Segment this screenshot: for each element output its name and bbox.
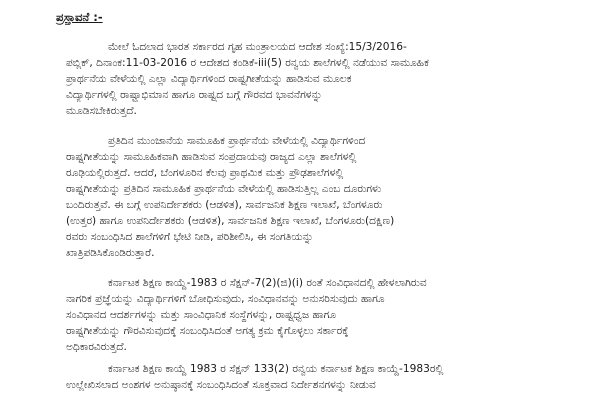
paragraph-3-line-1: ಕರ್ನಾಟಕ ಶಿಕ್ಷಣ ಕಾಯ್ದೆ-1983 ರ ಸೆಕ್ಷನ್-7(2)(ಜಿ)(i) ರಂತೆ ಸಂವಿಧಾನದಲ್ಲಿ ಹೇಳಲಾಗಿರುವ xyxy=(108,277,427,289)
paragraph-1-line-3: ಪ್ರಾರ್ಥನೆಯ ವೇಳೆಯಲ್ಲಿ ಎಲ್ಲಾ ವಿದ್ಯಾರ್ಥಿಗಳಿಂದ ರಾಷ್ಟ್ರಗೀತೆಯನ್ನು ಹಾಡಿಸುವ ಮೂಲಕ xyxy=(66,73,352,85)
paragraph-2-line-7: ರವರು ಸಂಬಂಧಿಸಿದ ಶಾಲೆಗಳಿಗೆ ಭೇಟಿ ನೀಡಿ, ಪರಿಶೀಲಿಸಿ, ಈ ಸಂಗತಿಯನ್ನು xyxy=(66,231,314,243)
paragraph-2-line-4: ರಾಷ್ಟ್ರಗೀತೆಯನ್ನು ಪ್ರತಿದಿನ ಸಾಮೂಹಿಕ ಪ್ರಾರ್ಥನೆಯ ವೇಳೆಯಲ್ಲಿ ಹಾಡಿಸುತ್ತಿಲ್ಲ ಎಂಬ ದೂರುಗಳು xyxy=(66,183,382,195)
paragraph-3-line-3: ಸಂವಿಧಾನದ ಆದರ್ಶಗಳನ್ನು ಮತ್ತು ಸಾಂವಿಧಾನಿಕ ಸಂಸ್ಥೆಗಳನ್ನು, ರಾಷ್ಟ್ರಧ್ವಜ ಹಾಗೂ xyxy=(66,309,337,321)
paragraph-2-line-8: ಖಾತ್ರಿಪಡಿಸಿಕೊಂಡಿರುತ್ತಾರೆ. xyxy=(66,247,155,259)
paragraph-4-line-2: ಉಲ್ಲೇಖಿಸಲಾದ ಅಂಶಗಳ ಅನುಷ್ಠಾನಕ್ಕೆ ಸಂಬಂಧಿಸಿದಂತೆ ಸೂಕ್ತವಾದ ನಿರ್ದೇಶನಗಳನ್ನು ನೀಡುವ xyxy=(66,379,376,391)
paragraph-2-line-3: ರೂಢಿಯಲ್ಲಿರುತ್ತದೆ. ಆದರೆ, ಬೆಂಗಳೂರಿನ ಕೆಲವು ಪ್ರಾಥಮಿಕ ಮತ್ತು ಪ್ರೌಢಶಾಲೆಗಳಲ್ಲಿ xyxy=(66,167,344,179)
paragraph-1-line-1: ಮೇಲೆ ಓದಲಾದ ಭಾರತ ಸರ್ಕಾರದ ಗೃಹ ಮಂತ್ರಾಲಯದ ಆದೇಶ ಸಂಖ್ಯೆ:15/3/2016- xyxy=(108,41,407,53)
paragraph-2-line-6: (ಉತ್ತರ) ಹಾಗೂ ಉಪನಿರ್ದೇಶಕರು (ಆಡಳಿತ), ಸಾರ್ವಜನಿಕ ಶಿಕ್ಷಣ ಇಲಾಖೆ, ಬೆಂಗಳೂರು(ದಕ್ಷಿಣ) xyxy=(66,215,395,227)
paragraph-3-line-2: ನಾಗರಿಕ ಪ್ರಜ್ಞೆಯನ್ನು ವಿದ್ಯಾರ್ಥಿಗಳಿಗೆ ಬೋಧಿಸುವುದು, ಸಂವಿಧಾನವನ್ನು ಅನುಸರಿಸುವುದು ಹಾಗೂ xyxy=(66,293,385,305)
paragraph-1-line-4: ವಿದ್ಯಾರ್ಥಿಗಳಲ್ಲಿ ರಾಷ್ಟ್ರಾಭಿಮಾನ ಹಾಗೂ ರಾಷ್ಟ್ರದ ಬಗ್ಗೆ ಗೌರವದ ಭಾವನೆಗಳನ್ನು xyxy=(66,89,323,101)
paragraph-1-line-2: ಪಬ್ಲಿಕ್, ದಿನಾಂಕ:11-03-2016 ರ ಆದೇಶದ ಕಂಡಿಕೆ-iii(5) ರನ್ವಯ ಶಾಲೆಗಳಲ್ಲಿ ನಡೆಯುವ ಸಾಮೂಹಿಕ xyxy=(66,57,429,69)
paragraph-3-line-4: ರಾಷ್ಟ್ರಗೀತೆಯನ್ನು ಗೌರವಿಸುವುದಕ್ಕೆ ಸಂಬಂಧಿಸಿದಂತೆ ಅಗತ್ಯ ಕ್ರಮ ಕೈಗೊಳ್ಳಲು ಸರ್ಕಾರಕ್ಕೆ xyxy=(66,325,349,337)
paragraph-2-line-2: ರಾಷ್ಟ್ರಗೀತೆಯನ್ನು ಸಾಮೂಹಿಕವಾಗಿ ಹಾಡಿಸುವ ಸಂಪ್ರದಾಯವು ರಾಜ್ಯದ ಎಲ್ಲಾ ಶಾಲೆಗಳಲ್ಲಿ xyxy=(66,151,357,163)
paragraph-3-line-5: ಅಧಿಕಾರವಿರುತ್ತದೆ. xyxy=(66,341,127,353)
paragraph-4-line-1: ಕರ್ನಾಟಕ ಶಿಕ್ಷಣ ಕಾಯ್ದೆ 1983 ರ ಸೆಕ್ಷನ್ 133(2) ರನ್ವಯ ಕರ್ನಾಟಕ ಶಿಕ್ಷಣ ಕಾಯ್ದೆ-1983ರಲ್ಲಿ xyxy=(108,363,444,375)
paragraph-1-line-5: ಮೂಡಿಸಬೇಕಿರುತ್ತದೆ. xyxy=(66,105,137,117)
document-heading: ಪ್ರಸ್ತಾವನೆ :- xyxy=(56,10,103,24)
paragraph-2-line-5: ಬಂದಿರುತ್ತವೆ. ಈ ಬಗ್ಗೆ ಉಪನಿರ್ದೇಶಕರು (ಆಡಳಿತ), ಸಾರ್ವಜನಿಕ ಶಿಕ್ಷಣ ಇಲಾಖೆ, ಬೆಂಗಳೂರು xyxy=(66,199,383,211)
paragraph-2-line-1: ಪ್ರತಿದಿನ ಮುಂಜಾನೆಯ ಸಾಮೂಹಿಕ ಪ್ರಾರ್ಥನೆಯ ವೇಳೆಯಲ್ಲಿ ವಿದ್ಯಾರ್ಥಿಗಳಿಂದ xyxy=(108,135,366,147)
